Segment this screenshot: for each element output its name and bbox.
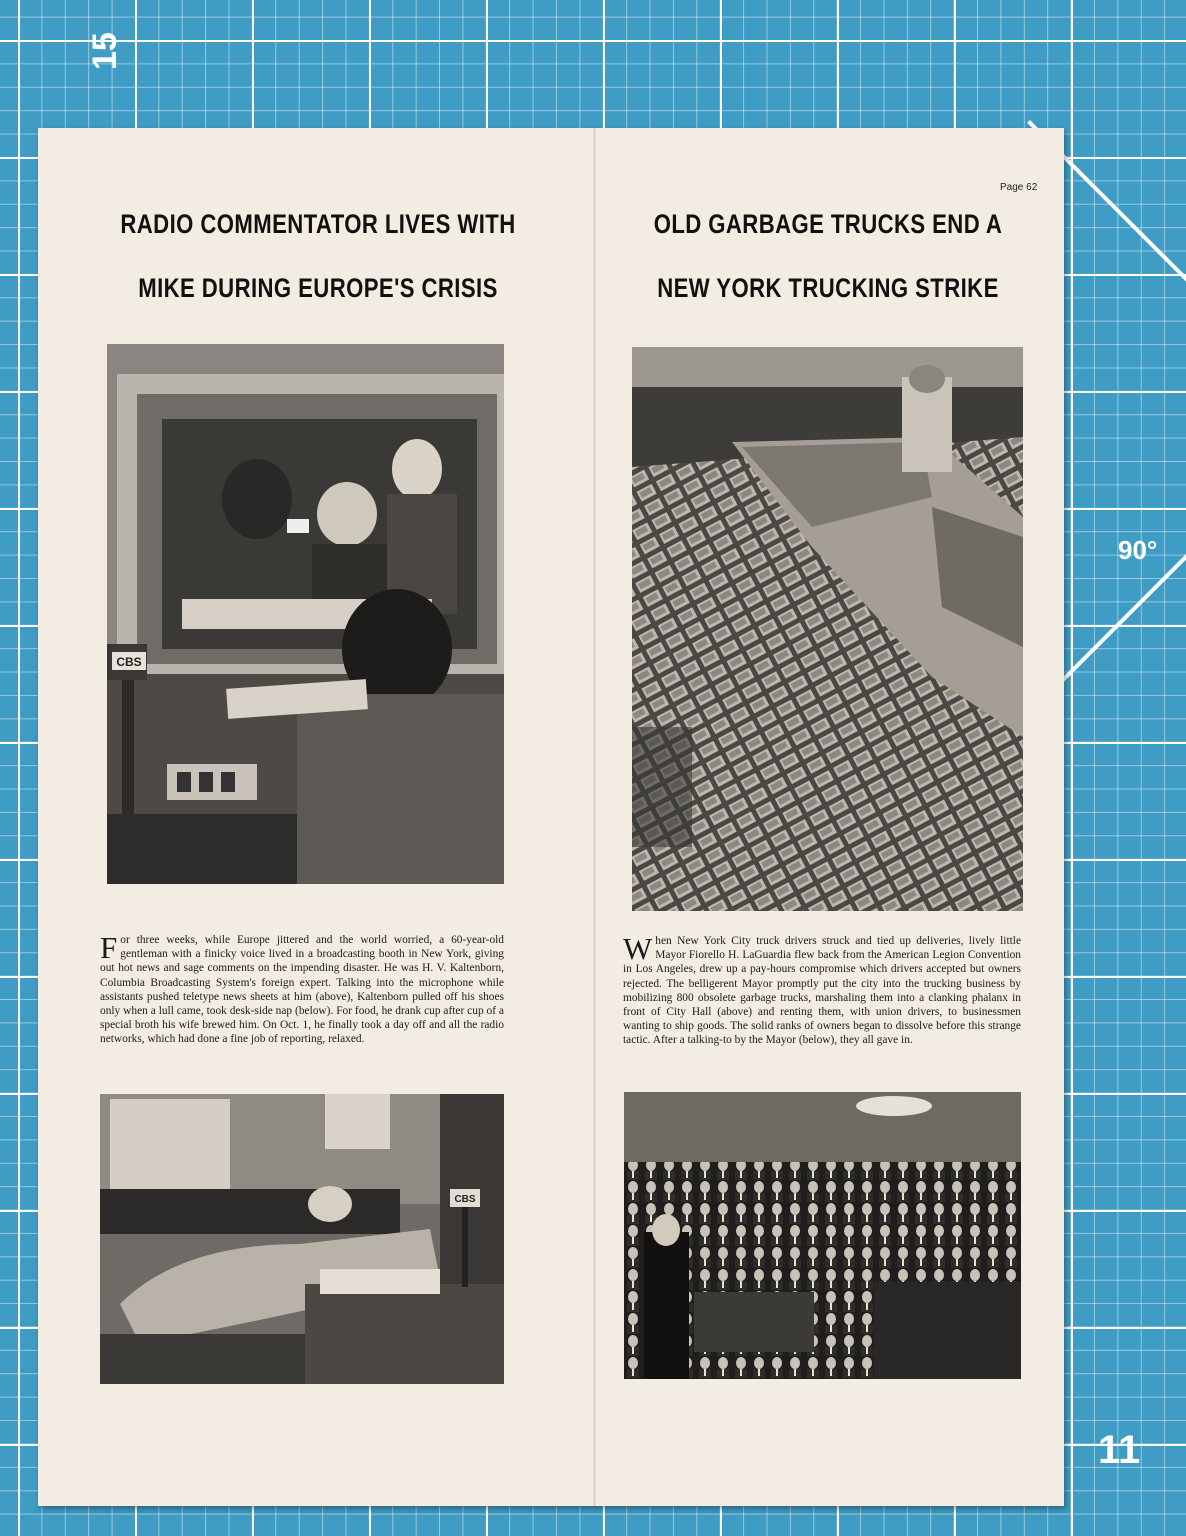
- left-headline-line1: RADIO COMMENTATOR LIVES WITH: [120, 209, 516, 239]
- left-dropcap: F: [100, 930, 118, 965]
- left-headline: [105, 192, 531, 320]
- mat-ruler-label: 15: [86, 32, 124, 70]
- page-number: Page 62: [1000, 182, 1038, 193]
- magazine-page: [38, 128, 1064, 1506]
- right-headline-line1: OLD GARBAGE TRUCKS END A: [653, 209, 1003, 239]
- page-fold: [593, 128, 596, 1506]
- left-article-text: [100, 930, 504, 1047]
- right-article-body: hen New York City truck drivers struck and tied up deliveries, lively little Mayor Fiorello H. LaGuardia flew back from the American Legion Convention in Los Angeles, drew up a pay-hours compromise which drivers accepted but owners rejected. The belligerent Mayor promptly put the city into the trucking business by mobilizing 800 obsolete garbage trucks, marshaling them into a clanking phalanx in front of City Hall (above) and renting them, with union drivers, to businessmen wanting to ship goods. The solid ranks of owners began to dissolve before this strange tactic. After a talking-to by the Mayor (below), they all gave in.: [623, 935, 1021, 1047]
- right-article-text: [623, 931, 1021, 1048]
- cbs-mic-label: CBS: [454, 1194, 476, 1205]
- city-hall-trucks-photo: [632, 347, 1023, 911]
- mat-ruler-label: 11: [1098, 1428, 1141, 1472]
- right-headline: [630, 192, 1027, 320]
- mat-angle-label: 90°: [1118, 535, 1158, 565]
- desk-nap-photo: [100, 1094, 504, 1384]
- left-article-body: or three weeks, while Europe jittered and the world worried, a 60-year-old gentleman with a finicky voice lived in a broadcasting booth in New York, giving out hot news and sage comments on the impending disaster. He was H. V. Kaltenborn, Columbia Broadcasting System's foreign expert. Talking into the microphone while assistants pushed teletype news sheets at him (above), Kaltenborn pulled off his shoes only when a lull came, took desk-side nap (below). For food, he drank cup after cup of a special broth his wife brewed him. On Oct. 1, he finally took a day off and all the radio networks, which had done a fine job of reporting, relaxed.: [100, 934, 504, 1046]
- left-headline-line2: MIKE DURING EUROPE'S CRISIS: [138, 273, 498, 303]
- cbs-mic-label: CBS: [116, 655, 142, 669]
- right-headline-line2: NEW YORK TRUCKING STRIKE: [657, 273, 999, 303]
- mayor-meeting-photo: [624, 1092, 1021, 1379]
- right-dropcap: W: [623, 931, 653, 966]
- broadcast-booth-photo: [107, 344, 504, 884]
